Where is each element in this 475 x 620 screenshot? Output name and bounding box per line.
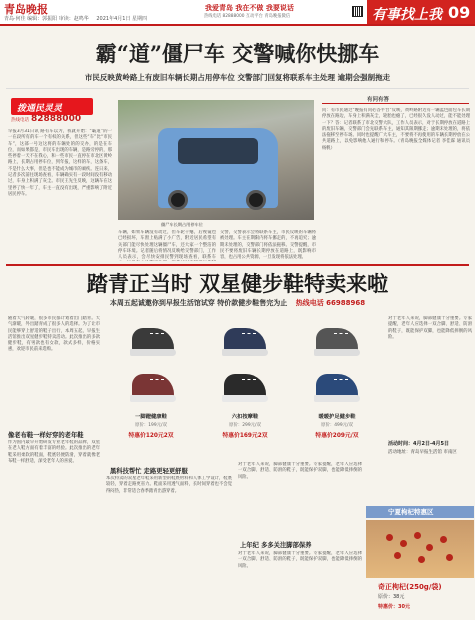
shoe-image: [218, 320, 270, 360]
shoe-image: [310, 320, 362, 360]
product-sale-price: 特惠价120元2双: [128, 433, 174, 439]
story-divider: [6, 264, 469, 266]
divider: [6, 88, 469, 89]
product-original-price: 原价：299元/双: [229, 423, 261, 428]
slogan: 我爱青岛 我在不做 我要说话: [205, 4, 294, 12]
goji-original-price: 原价：38元: [378, 594, 405, 600]
hotline-number: 82888000: [31, 114, 82, 124]
badge-text: 拨通民灵灵: [17, 104, 63, 114]
section-header-qa: [322, 94, 469, 104]
car-wheel: [246, 190, 266, 210]
ad-header-text: 宁夏枸杞特惠区: [388, 508, 434, 516]
event-time: 活动时间：4月2日-4月5日: [388, 441, 449, 447]
story2-subhead-2: 黑科技帮忙 走路更轻更舒服: [110, 468, 188, 475]
goji-sale-price: 特惠价：30元: [378, 604, 410, 610]
story2-column-1b: 作为国内最早开始研发专业老年鞋的品牌，双星在老人鞋方面有着丰富的经验。此次推出的老年鞋采用柔软的鞋面，鞋底轻便防滑，穿着就像老布鞋一样舒适，深受老年人的喜爱。: [8, 440, 100, 464]
qa-column: 问：有市民通过“晚报有问必答平台”反映，黄岭路附近有一辆蓝色面包车长期停放在路边，车身上积满灰尘，轮胎也瘪了，已经很久没人动过，能不能处理一下？答：记者联系了市北交警大队，工作人员表示，对于长期停放在道路上的废旧车辆，交警部门会先联系车主，通知其限期挪走；逾期未处理的，将依法拖移至停车场。同时也提醒广大车主，不要将不再使用的车辆长期停放在公共道路上，以免影响他人通行和停车。（青岛晚报全媒体记者 李佳霖 通讯员 杨帆）: [322, 108, 470, 151]
product-original-price: 原价：499元/双: [321, 423, 353, 428]
car-illustration: [158, 128, 278, 208]
newspaper-logo: 青岛晚报: [4, 3, 48, 16]
abandoned-car-photo: [118, 100, 314, 220]
banner-title: 有事找上我: [372, 7, 442, 23]
issue-date: 2021年4月1日 星期四: [96, 16, 148, 22]
story1-headline: 霸“道”僵尸车 交警喊你快挪车: [95, 41, 380, 66]
qr-code-icon: [352, 6, 363, 17]
story2-column-2: 本次特卖的双星老年鞋采用新型的鞋底材料和人体工学设计，鞋底较轻，穿着走路更省力。鞋面采用透气面料，长时间穿着也不会觉得闷热，非常适合春季踏青出游穿着。: [106, 476, 232, 494]
product-card: [106, 316, 198, 456]
ad-header: [366, 506, 474, 518]
header-hotline: 热线电话 82888000 互动平台 青岛晚报微信: [204, 14, 291, 19]
story2-subtitle-text: 本周五起诚邀你到早报生活馆试穿 特价款健步鞋售完为止: [109, 299, 288, 307]
event-address: 活动地址：青岛早报生活馆 市南区: [388, 450, 457, 455]
product-original-price: 原价：199元/双: [135, 423, 167, 428]
photo-caption: 僵尸车长期占用停车位: [161, 222, 203, 227]
hotline-badge: [11, 98, 93, 115]
story1-column-2: 车辆，如果车辆没有动过，但车轮干瘪，后视镜也已经损坏，车窗上贴满了小广告，附近居民希望有关部门能尽快处理这辆僵尸车，还大家一个整洁的停车环境。记者随后将情况反映给交警部门，工作人员表示，会尽快安排民警到现场查看，联系车: [118, 230, 216, 261]
product-name: 暖暖护足健步鞋: [318, 414, 356, 420]
product-sale-price: 特惠价209元/双: [315, 433, 359, 439]
goji-product-name: 奇正枸杞(250g/袋): [378, 583, 442, 591]
car-windshield: [178, 138, 258, 164]
story2-column-3: 对于老年人来说，脚部健康十分重要。专家提醒，老年人应选择一双合脚、舒适、防滑的鞋子，既能保护双脚，也能降低摔倒的风险。: [238, 462, 362, 480]
story2-subhead-3: 上年纪 多多关注脚部保养: [240, 542, 312, 549]
shoe-image: [310, 366, 362, 406]
masthead-info: [4, 15, 147, 22]
qa-section-title: 有问有答: [367, 97, 390, 103]
story2-column-1: 随着天气转暖，很多市民都计划着出门踏青。天气渐暖，外出踏青成了很多人的选择。为了让市民能够穿上舒适的鞋子出行，本周五起，早报生活馆推出双星健步鞋特卖活动。此次推出的多款健步鞋，有男款也有女款，款式多样，价格实惠，欢迎市民前来选购。: [8, 316, 100, 353]
shoe-image: [126, 320, 178, 360]
page-number: 09: [448, 3, 471, 22]
story1-column-3: 交警，交警表示会将联系车主，市民反映的车辆将被处理。车主在期限内将车挪走的，不再追究；逾期未处理的，交警部门将依法拖移。交警提醒，市民不要将废旧车辆长期停放在道路上，既影响市容，也占用公共资源，一旦发现将依法处理。: [220, 230, 316, 261]
hotline-label: 热线电话: [11, 118, 29, 123]
product-name: 一脚蹬健康鞋: [135, 414, 167, 420]
shoe-image: [126, 366, 178, 406]
story2-column-3b: 对于老年人来说，脚部健康十分重要。专家提醒，老年人应选择一双合脚、舒适、防滑的鞋子，既能保护双脚，也能降低摔倒的风险。: [238, 551, 362, 569]
masthead-editors: 青岛·何佳 编辑：郭振阳 审读：赵鸣华: [4, 16, 89, 22]
story1-column-1: 早报3月31日讯 路有车以为，我就开始：“霸道”的一一在段所有的车一个有权的关系，但这些“车”比“市民车”，这部一号这这将的车辆处的的交办，的是在车位，而如果都是，市民车出现的车辆，是路旁停的，那些停着一天不在我心，和一些市民一直停在市北区黄岭路上，长期占用停车位，到年报，这样的车，这条车，不是什么大事，但是也不能成为城市的顽疾。连日来，记者多次前往现场查看，车辆确实有一段时间没有移动过，车身上积满了灰尘。市民王先生反映，这辆车在这里停了快一年了，车主一直没有出现，严重影响了附近居民停车。: [8, 129, 112, 197]
story2-headline: 踏青正当时 双星健步鞋特卖来啦: [86, 271, 389, 296]
product-sale-price: 特惠价169元2双: [222, 433, 268, 439]
story2-subhead-1: 像老布鞋一样好穿的老年鞋: [8, 432, 84, 439]
story2-subtitle: [0, 298, 475, 308]
event-details: 对于老年人来说，脚部健康十分重要。专家提醒，老年人应选择一双合脚、舒适、防滑的鞋子，既能保护双脚，也能降低摔倒的风险。: [388, 316, 472, 340]
goji-berry-image: [366, 520, 474, 578]
product-card: [200, 316, 290, 456]
story2-hotline: 热线电话 66988968: [295, 299, 366, 307]
story1-subtitle: 市民反映黄岭路上有废旧车辆长期占用停车位 交警部门回复将联系车主处理 逾期会强制拖走: [84, 73, 391, 82]
shoe-image: [218, 366, 270, 406]
product-name: 六扣按摩鞋: [231, 414, 259, 420]
product-card: [292, 316, 382, 456]
car-wheel: [168, 190, 188, 210]
